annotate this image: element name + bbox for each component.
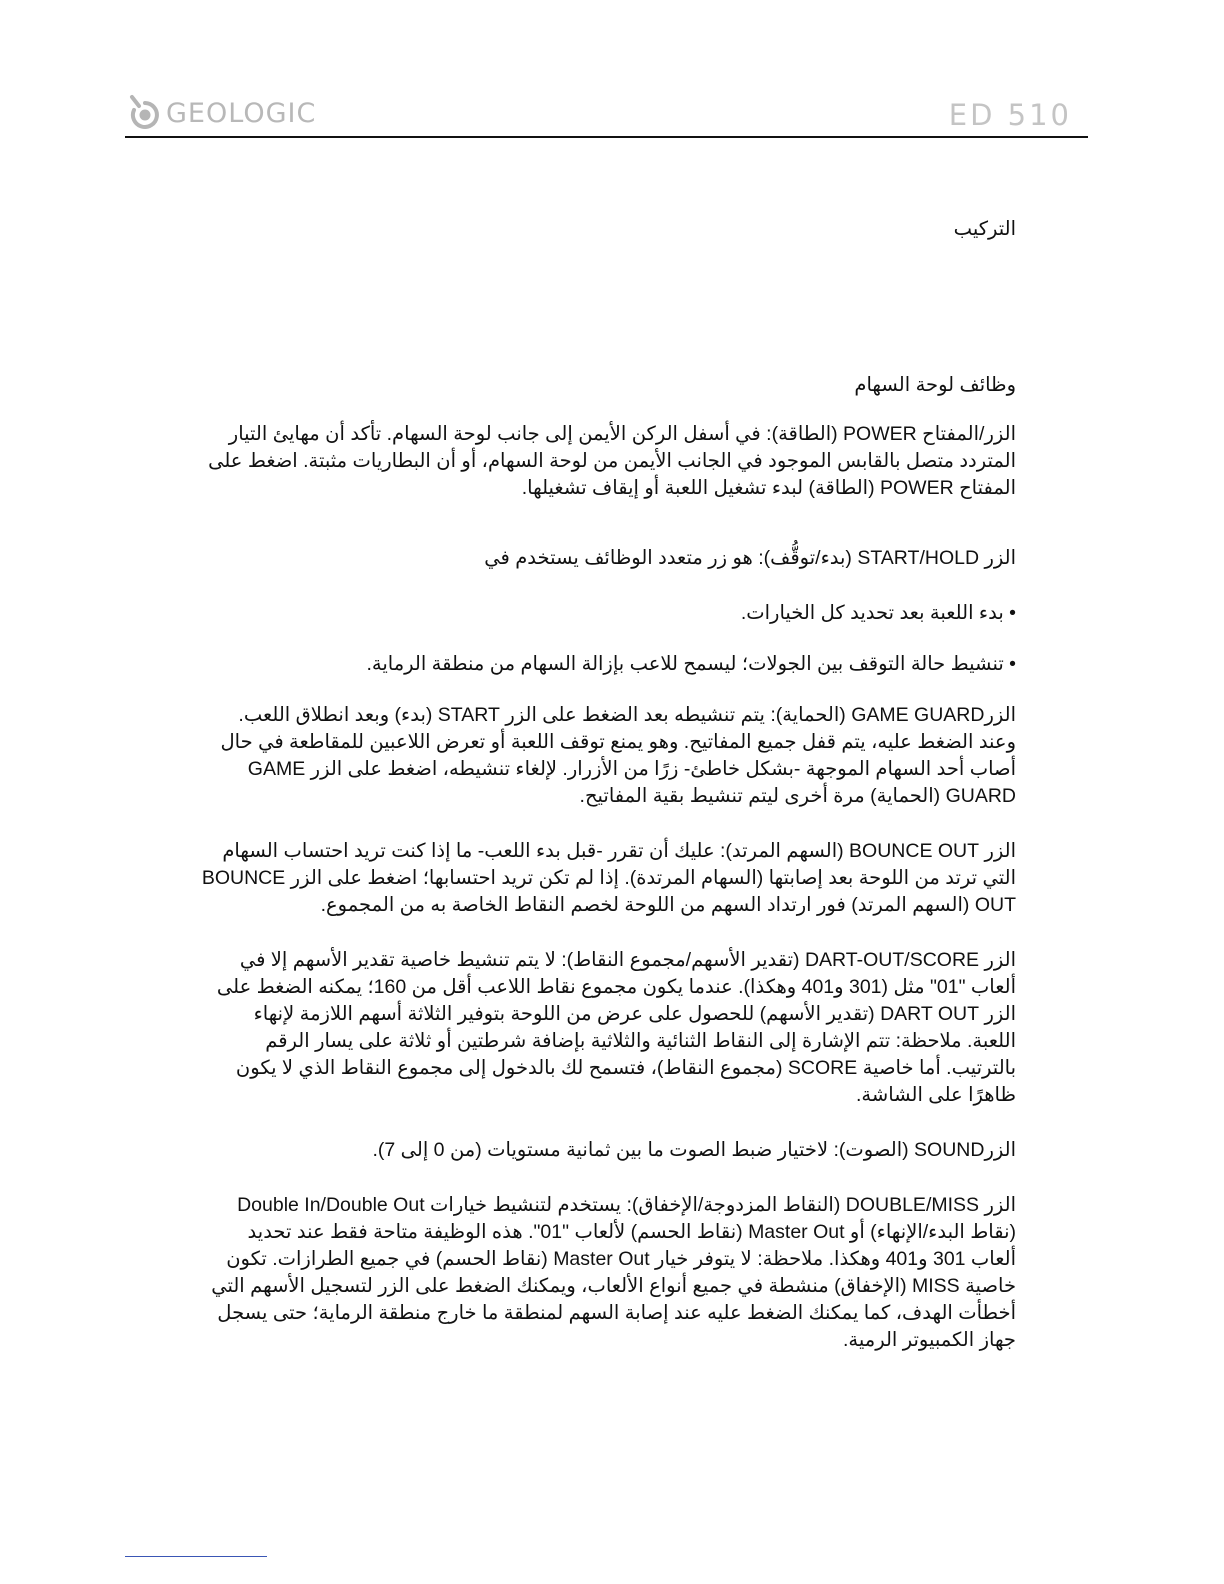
footnote-divider (125, 1556, 267, 1557)
bullet-item: • بدء اللعبة بعد تحديد كل الخيارات. (740, 602, 1016, 624)
model-name: ED 510 (948, 98, 1072, 132)
game-guard-paragraph: الزرGAME GUARD (الحماية): يتم تنشيطه بعد الضغط على الزر START (بدء) وبعد انطلاق اللعب. وعند الضغط عليه، يتم قفل جميع المفاتيح. وهو يمنع توقف اللعبة أو تعرض اللاعبين للمقاطعة في حال أصاب أحد السهام الموجهة -بشكل خاطئ- زرًا من الأزرار. لإلغاء تنشيطه، اضغط على الزر GAME GUARD (الحماية) مرة أخرى ليتم تنشيط بقية المفاتيح. (220, 704, 1016, 807)
geologic-logo-icon (128, 94, 162, 132)
brand-name: GEOLOGIC (166, 97, 317, 129)
dart-out-score-paragraph: الزر DART-OUT/SCORE (تقدير الأسهم/مجموع النقاط): لا يتم تنشيط خاصية تقدير الأسهم إلا في ألعاب "01" مثل (301 و401 وهكذا). عندما يكون مجموع نقاط اللاعب أقل من 160؛ يمكنه الضغط على الزر DART OUT (تقدير الأسهم) للحصول على عرض من اللوحة بتوفير الثلاثة أسهم اللازمة لإنهاء اللعبة. ملاحظة: تتم الإشارة إلى النقاط الثنائية والثلاثية بإضافة شرطتين أو ثلاثة على يسار الرقم بالترتيب. أما خاصية SCORE (مجموع النقاط)، فتسمح لك بالدخول إلى مجموع النقاط الذي لا يكون ظاهرًا على الشاشة. (216, 949, 1016, 1106)
power-button-paragraph: الزر/المفتاح POWER (الطاقة): في أسفل الركن الأيمن إلى جانب لوحة السهام. تأكد أن مهايئ التيار المتردد متصل بالقابس الموجود في الجانب الأيمن من لوحة السهام، أو أن البطاريات مثبتة. اضغط على المفتاح POWER (الطاقة) لبدء تشغيل اللعبة أو إيقاف تشغيلها. (208, 423, 1016, 499)
page-content (200, 216, 1016, 1382)
brand-logo (128, 94, 316, 132)
double-miss-paragraph: الزر DOUBLE/MISS (النقاط المزدوجة/الإخفاق): يستخدم لتنشيط خيارات Double In/Double Out (نقاط البدء/الإنهاء) أو Master Out (نقاط الحسم) لألعاب "01". هذه الوظيفة متاحة فقط عند تحديد ألعاب 301 و401 وهكذا. ملاحظة: لا يتوفر خيار Master Out (نقاط الحسم) في جميع الطرازات. تكون خاصية MISS (الإخفاق) منشطة في جميع أنواع الألعاب، ويمكنك الضغط على الزر لتسجيل الأسهم التي أخطأت الهدف، كما يمكنك الضغط عليه عند إصابة السهم لمنطقة ما خارج منطقة الرماية؛ حتى يسجل جهاز الكمبيوتر الرمية. (211, 1194, 1016, 1351)
header-divider (125, 136, 1088, 138)
bullet-item: • تنشيط حالة التوقف بين الجولات؛ ليسمح للاعب بإزالة السهام من منطقة الرماية. (366, 653, 1016, 675)
sound-paragraph: الزرSOUND (الصوت): لاختيار ضبط الصوت ما بين ثمانية مستويات (من 0 إلى 7). (372, 1139, 1016, 1161)
start-hold-paragraph: الزر START/HOLD (بدء/توقُّف): هو زر متعدد الوظائف يستخدم في (484, 547, 1016, 569)
bounce-out-paragraph: الزر BOUNCE OUT (السهم المرتد): عليك أن تقرر -قبل بدء اللعب- ما إذا كنت تريد احتساب السهام التي ترتد من اللوحة بعد إصابتها (السهام المرتدة). إذا لم تكن تريد احتسابها؛ اضغط على الزر BOUNCE OUT (السهم المرتد) فور ارتداد السهم من اللوحة لخصم النقاط الخاصة به من المجموع. (201, 840, 1016, 916)
section-heading: وظائف لوحة السهام (854, 374, 1016, 396)
page-title: التركيب (953, 218, 1016, 240)
page-header (125, 92, 1088, 138)
